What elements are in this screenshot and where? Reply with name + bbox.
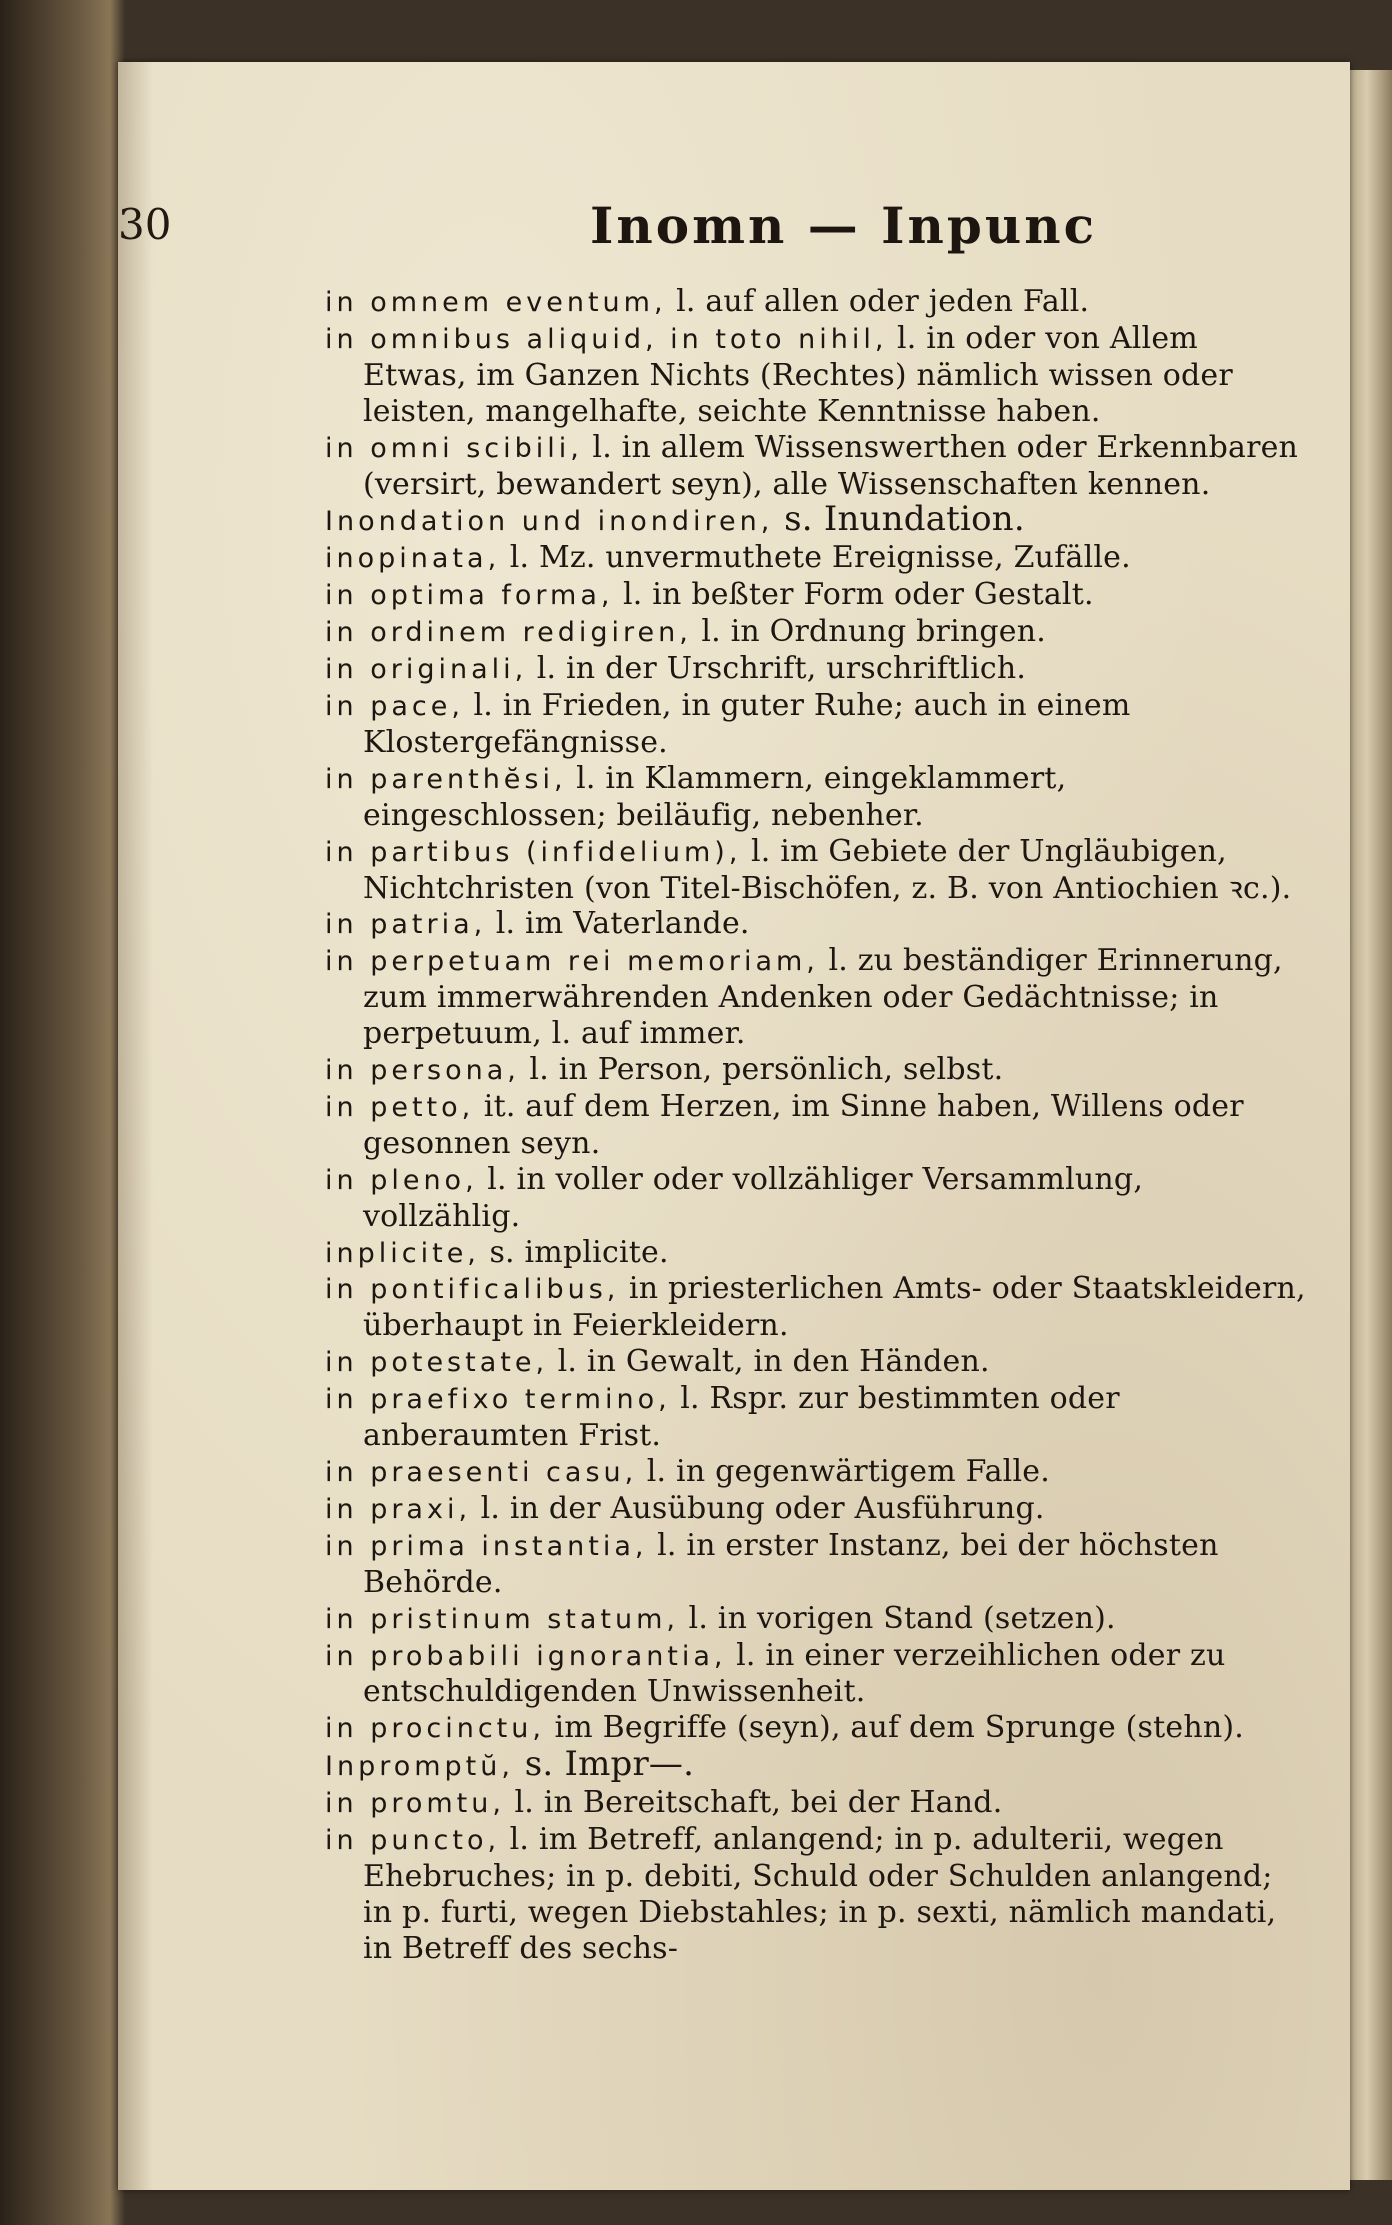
entry-gloss: l. Rspr. zur bestimmten oder anberaumten Frist. [363, 1381, 1120, 1454]
dictionary-entries [325, 284, 1310, 1967]
entry-gloss: l. in der Ausübung oder Ausführung. [480, 1490, 1045, 1526]
entry [325, 1454, 1310, 1491]
entry-gloss: l. in einer verzeihlichen oder zu entschuldigenden Unwissenheit. [363, 1637, 1226, 1710]
entry-lemma: Inpromptŭ, [325, 1751, 514, 1783]
entry [325, 1744, 1310, 1785]
page-fore-edge [1350, 70, 1392, 2180]
entry [325, 577, 1310, 614]
entry-gloss: l. zu beständiger Erinnerung, zum immerwährenden Andenken oder Gedächtnisse; in perpetuum, l. auf immer. [363, 943, 1283, 1052]
entry [325, 284, 1310, 321]
entry-lemma: inopinata, [325, 543, 501, 575]
entry-lemma: in partibus (infidelium), [325, 836, 742, 868]
entry [325, 1271, 1310, 1344]
entry-gloss: l. auf allen oder jeden Fall. [676, 284, 1090, 319]
entry [325, 906, 1310, 943]
entry [325, 1381, 1310, 1454]
entry-lemma: in promtu, [325, 1788, 505, 1820]
entry-lemma: in pleno, [325, 1164, 478, 1196]
entry [325, 430, 1310, 503]
entry-gloss: l. in allem Wissenswerthen oder Erkennbaren (versirt, bewandert seyn), alle Wissenschaften kennen. [363, 429, 1299, 502]
entry-gloss: l. in Klammern, eingeklammert, eingeschlossen; beiläufig, nebenher. [363, 760, 1067, 833]
entry-gloss: l. in gegenwärtigem Falle. [646, 1454, 1050, 1489]
entry-lemma: in omni scibili, [325, 432, 583, 464]
entry [325, 651, 1310, 688]
entry-gloss: l. in der Urschrift, urschriftlich. [536, 651, 1027, 687]
entry-lemma: in parenthĕsi, [325, 763, 567, 795]
entry-gloss: l. in oder von Allem Etwas, im Ganzen Nichts (Rechtes) nämlich wissen oder leisten, mangelhafte, seichte Kenntnisse haben. [363, 320, 1233, 429]
entry [325, 761, 1310, 834]
entry-lemma: in potestate, [325, 1347, 549, 1379]
page-number: 30 [118, 200, 172, 249]
entry-lemma: in pontificalibus, [325, 1274, 620, 1306]
entry-lemma: in probabili ignorantia, [325, 1640, 727, 1672]
entry-gloss: l. im Vaterlande. [495, 906, 750, 942]
entry-gloss: l. in Person, persönlich, selbst. [529, 1052, 1004, 1088]
entry-lemma: in omnem eventum, [325, 287, 667, 318]
entry-gloss: l. in vorigen Stand (setzen). [688, 1600, 1116, 1636]
entry [325, 1089, 1310, 1162]
entry [325, 1601, 1310, 1638]
entry-lemma: in optima forma, [325, 580, 614, 612]
entry-gloss: s. Inundation. [784, 499, 1025, 540]
entry [325, 943, 1310, 1052]
entry-gloss: l. in beßter Form oder Gestalt. [623, 577, 1094, 613]
entry-lemma: in patria, [325, 909, 487, 941]
entry-lemma: in omnibus aliquid, in toto nihil, [325, 323, 888, 355]
entry [325, 614, 1310, 651]
entry-gloss: l. im Gebiete der Ungläubigen, Nichtchristen (von Titel-Bischöfen, z. B. von Antiochien ꝛc.). [363, 833, 1292, 906]
entry-gloss: l. in voller oder vollzähliger Versammlung, vollzählig. [363, 1161, 1144, 1234]
entry [325, 1638, 1310, 1711]
entry [325, 834, 1310, 907]
entry-lemma: in puncto, [325, 1825, 501, 1857]
entry [325, 1052, 1310, 1089]
entry [325, 1528, 1310, 1601]
entry-gloss: l. in Frieden, in guter Ruhe; auch in einem Klostergefängnisse. [363, 687, 1131, 760]
entry-lemma: in ordinem redigiren, [325, 617, 692, 649]
entry-lemma: in persona, [325, 1055, 520, 1087]
entry-gloss: l. in erster Instanz, bei der höchsten Behörde. [363, 1527, 1219, 1600]
entry-lemma: in praxi, [325, 1493, 472, 1525]
entry-lemma: in petto, [325, 1091, 475, 1123]
entry [325, 1235, 1310, 1272]
entry-lemma: in pristinum statum, [325, 1603, 679, 1635]
entry-gloss: l. in Ordnung bringen. [701, 614, 1046, 650]
entry-lemma: in praesenti casu, [325, 1457, 638, 1488]
entry-gloss: s. Impr—. [524, 1744, 695, 1785]
entry [325, 499, 1310, 540]
entry-lemma: in perpetuam rei memoriam, [325, 946, 819, 978]
entry-gloss: l. in Gewalt, in den Händen. [557, 1344, 990, 1380]
entry-lemma: in praefixo termino, [325, 1384, 671, 1416]
entry [325, 540, 1310, 577]
entry-lemma: inplicite, [325, 1237, 480, 1269]
entry-lemma: in originali, [325, 654, 528, 686]
entry [325, 1785, 1310, 1822]
running-head: Inomn — Inpunc [590, 196, 1098, 255]
entry [325, 1710, 1310, 1747]
entry-lemma: Inondation und inondiren, [325, 506, 774, 538]
entry [325, 321, 1310, 430]
entry-gloss: im Begriffe (seyn), auf dem Sprunge (stehn). [554, 1710, 1245, 1746]
entry [325, 1491, 1310, 1528]
entry [325, 1344, 1310, 1381]
entry-gloss: s. implicite. [489, 1234, 669, 1270]
entry-gloss: l. Mz. unvermuthete Ereignisse, Zufälle. [509, 540, 1131, 576]
entry-lemma: in procinctu, [325, 1713, 545, 1745]
entry-gloss: l. im Betreff, anlangend; in p. adulterii, wegen Ehebruches; in p. debiti, Schuld oder Schulden anlangend; in p. furti, wegen Diebstahles; in p. sexti, nämlich mandati, in Betreff des sechs- [363, 1822, 1277, 1966]
entry [325, 688, 1310, 761]
entry-gloss: l. in Bereitschaft, bei der Hand. [514, 1785, 1003, 1821]
entry-lemma: in pace, [325, 690, 464, 722]
entry-gloss: it. auf dem Herzen, im Sinne haben, Willens oder gesonnen seyn. [363, 1088, 1244, 1161]
entry [325, 1162, 1310, 1235]
entry [325, 1822, 1310, 1967]
entry-gloss: in priesterlichen Amts- oder Staatskleidern, überhaupt in Feierkleidern. [363, 1271, 1306, 1344]
entry-lemma: in prima instantia, [325, 1530, 648, 1562]
